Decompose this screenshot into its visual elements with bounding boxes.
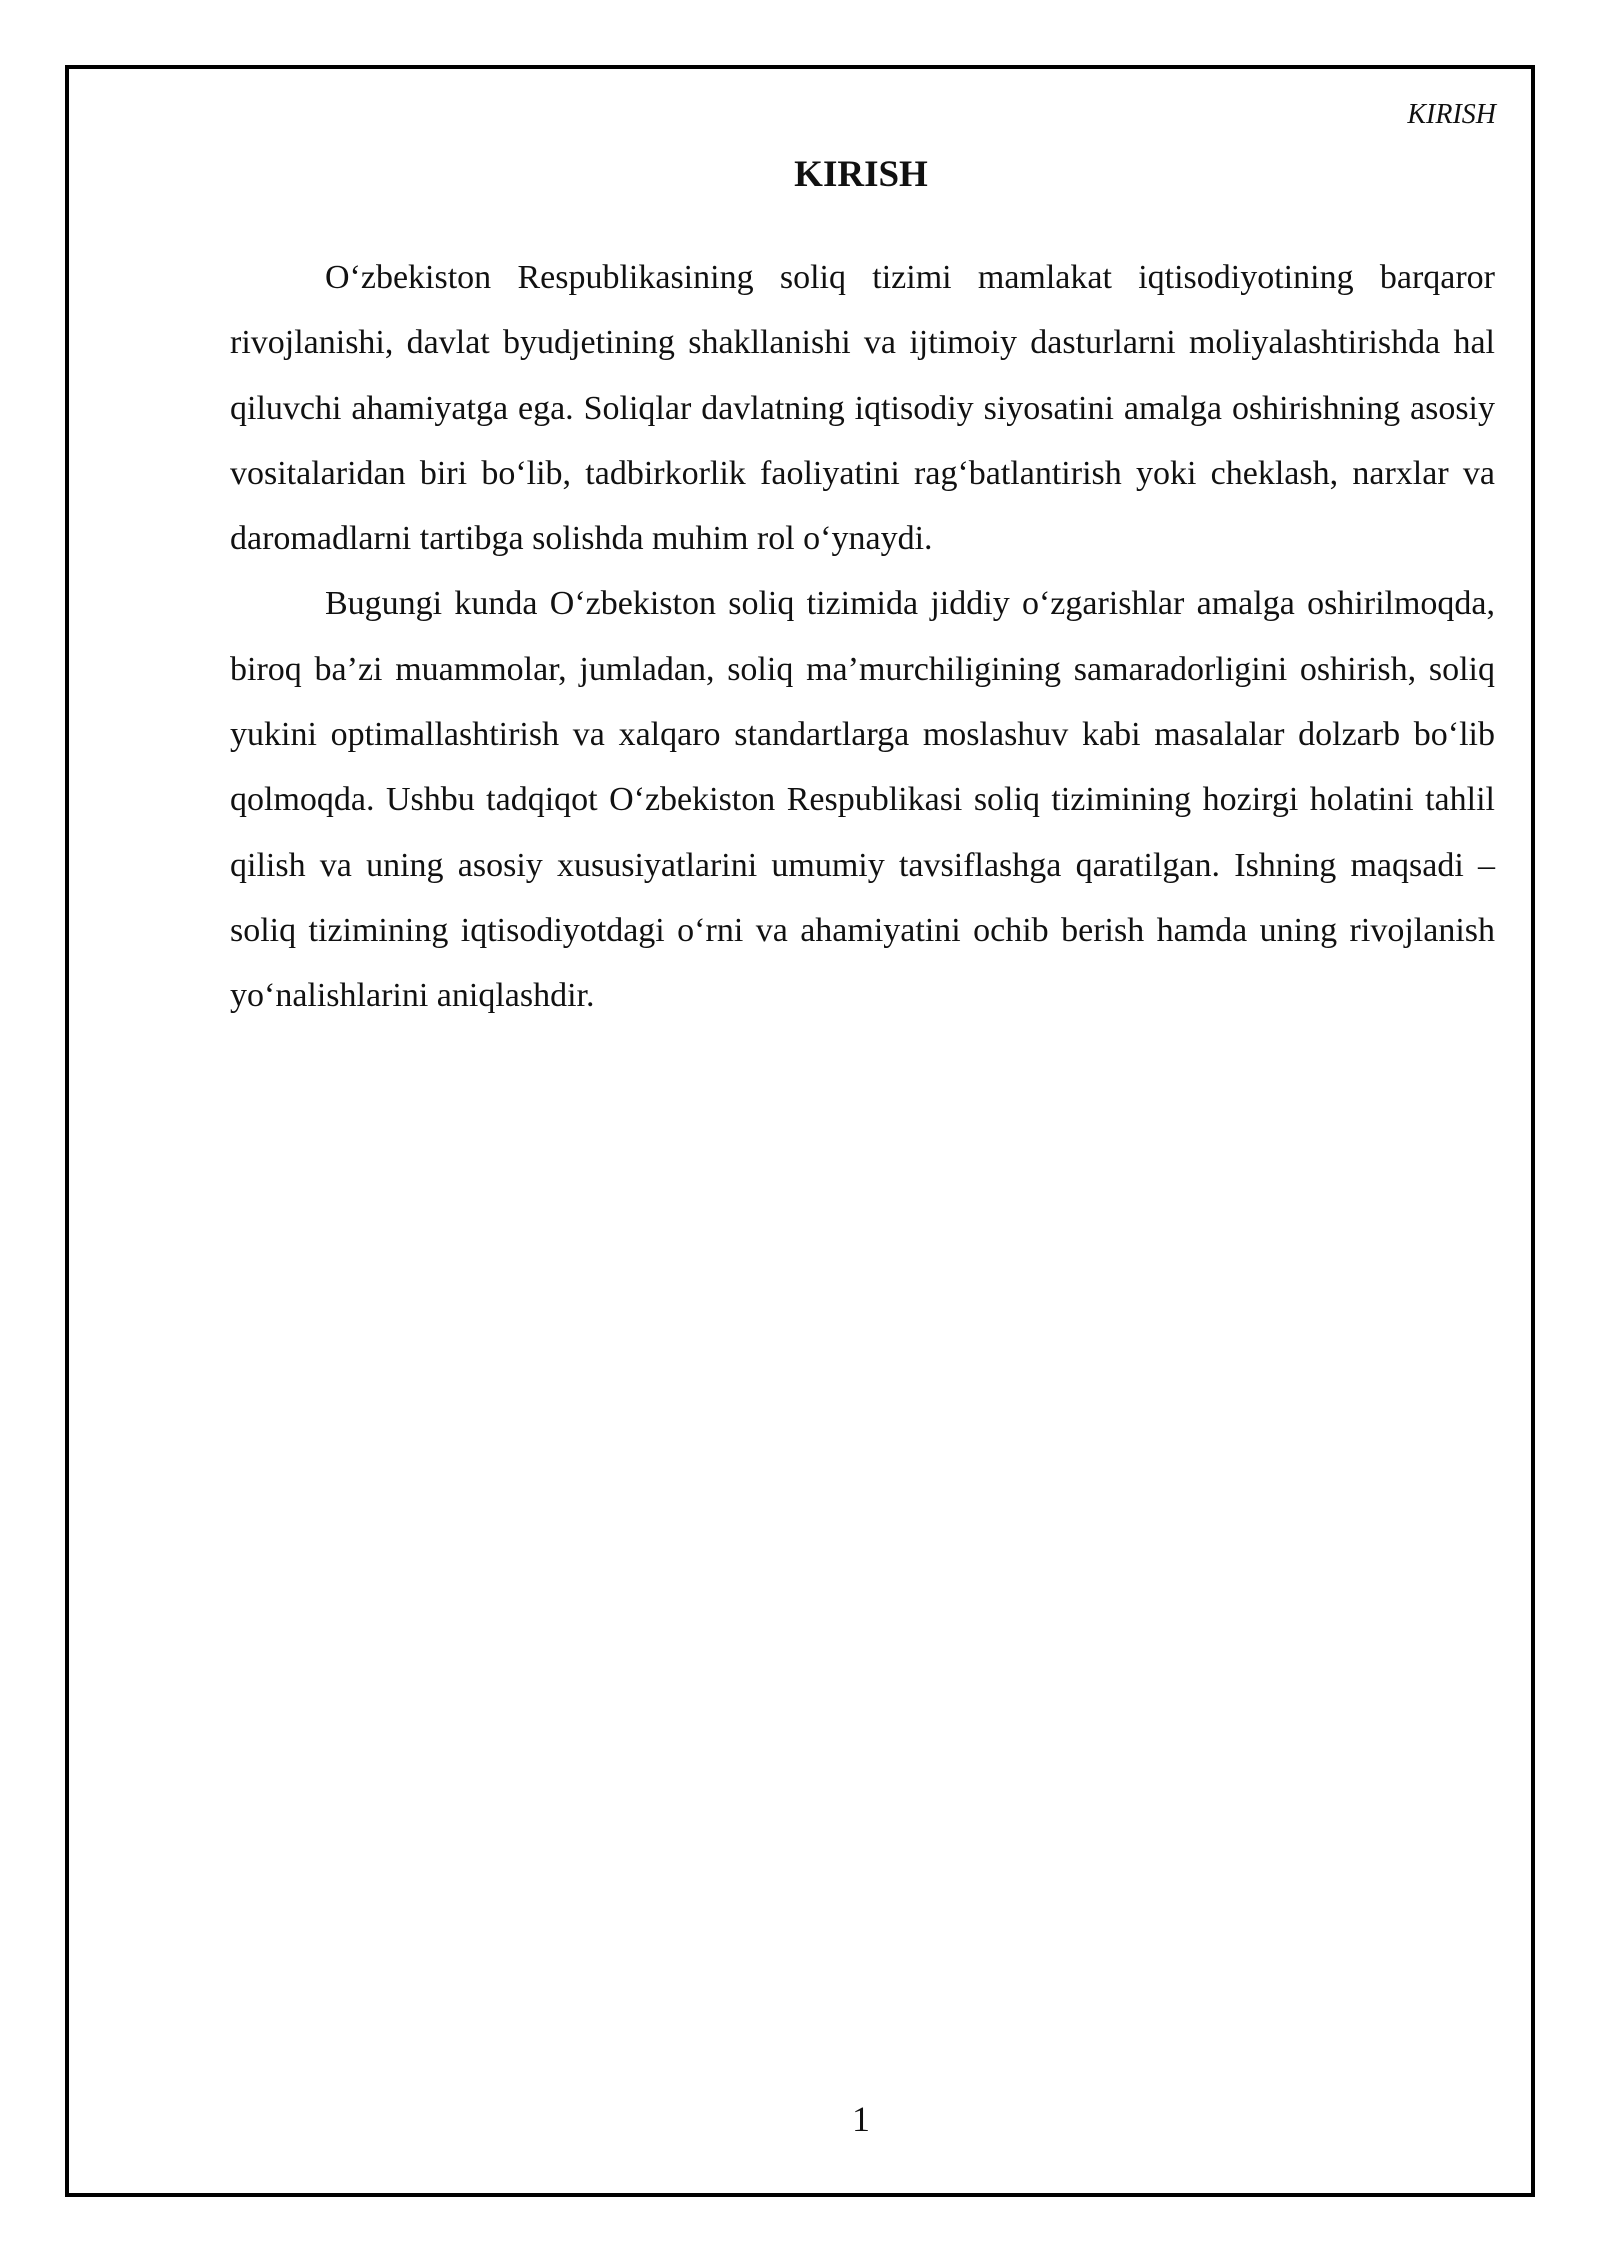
paragraph-2: Bugungi kunda O‘zbekiston soliq tizimida jiddiy o‘zgarishlar amalga oshirilmoqda, biroq ba’zi muammolar, jumladan, soliq ma’murchiligining samaradorligini oshirish, soliq yukini optimallashtirish va xalqaro standartlarga moslashuv kabi masalalar dolzarb bo‘lib qolmoqda. Ushbu tadqiqot O‘zbekiston Respublikasi soliq tizimining hozirgi holatini tahlil qilish va uning asosiy xususiyatlarini umumiy tavsiflashga qaratilgan. Ishning maqsadi – soliq tizimining iqtisodiyotdagi o‘rni va ahamiyatini ochib berish hamda uning rivojlanish yo‘nalishlarini aniqlashdir. bbox=[230, 585, 1495, 1015]
page-number: 1 bbox=[852, 2099, 870, 2139]
page-title: KIRISH bbox=[794, 154, 928, 195]
body-text bbox=[230, 245, 1495, 1029]
running-header: KIRISH bbox=[1407, 99, 1496, 130]
paragraph-1: O‘zbekiston Respublikasining soliq tizimi mamlakat iqtisodiyotining barqaror rivojlanishi, davlat byudjetining shakllanishi va ijtimoiy dasturlarni moliyalashtirishda hal qiluvchi ahamiyatga ega. Soliqlar davlatning iqtisodiy siyosatini amalga oshirishning asosiy vositalaridan biri bo‘lib, tadbirkorlik faoliyatini rag‘batlantirish yoki cheklash, narxlar va daromadlarni tartibga solishda muhim rol o‘ynaydi. bbox=[230, 259, 1495, 558]
